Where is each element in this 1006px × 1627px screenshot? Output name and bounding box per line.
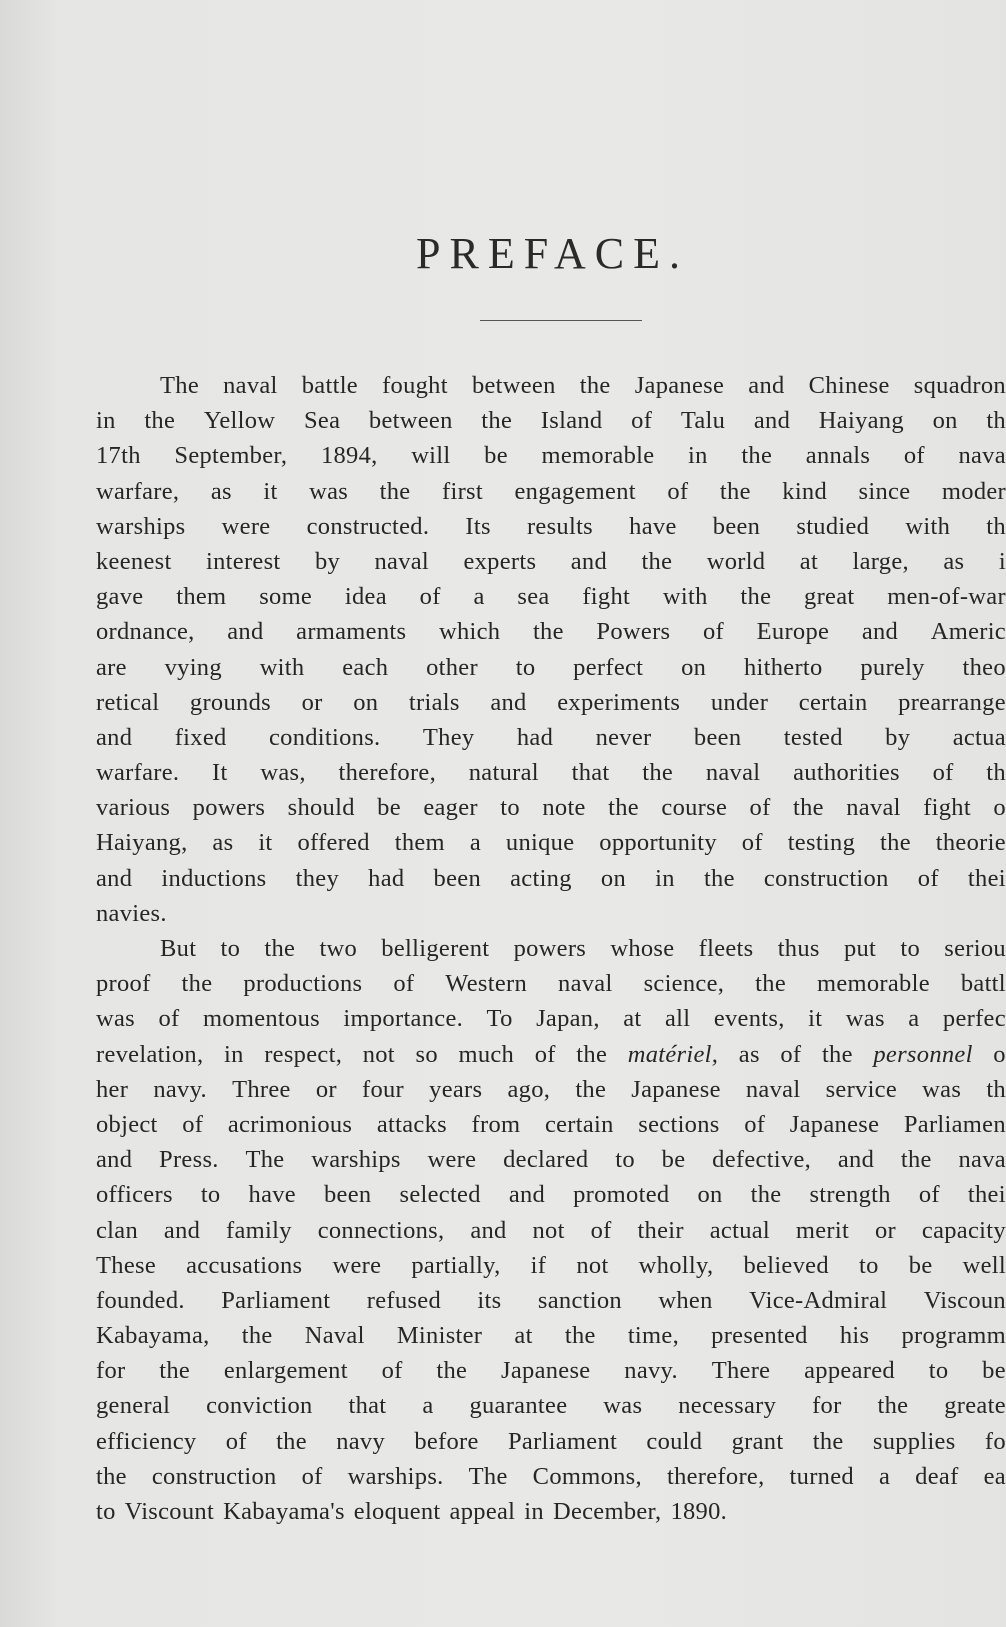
text-line: proof the productions of Western naval science, the memorable battl (96, 970, 1006, 998)
text-line: officers to have been selected and promoted on the strength of thei (96, 1181, 1006, 1209)
text-line: keenest interest by naval experts and the world at large, as i (96, 547, 1006, 575)
text-line: gave them some idea of a sea fight with the great men-of-war (96, 583, 1006, 611)
text-line: clan and family connections, and not of their actual merit or capacity (96, 1216, 1006, 1244)
text-line: warships were constructed. Its results have been studied with th (96, 512, 1006, 540)
text-line: revelation, in respect, not so much of the matériel, as of the personnel o (96, 1040, 1006, 1068)
text-line: various powers should be eager to note the course of the naval fight o (96, 794, 1006, 822)
text-line: and inductions they had been acting on in the construction of thei (96, 864, 1006, 892)
text-line: her navy. Three or four years ago, the Japanese naval service was th (96, 1075, 1006, 1103)
text-line: object of acrimonious attacks from certain sections of Japanese Parliamen (96, 1110, 1006, 1138)
text-line: was of momentous importance. To Japan, at all events, it was a perfec (96, 1005, 1006, 1033)
text-line: in the Yellow Sea between the Island of Talu and Haiyang on th (96, 407, 1006, 435)
text-line: But to the two belligerent powers whose fleets thus put to seriou (160, 935, 1006, 962)
text-line: efficiency of the navy before Parliament could grant the supplies fo (96, 1427, 1006, 1455)
text-line: are vying with each other to perfect on hitherto purely theo (96, 653, 1006, 681)
text-line: the construction of warships. The Commons, therefore, turned a deaf ea (96, 1462, 1006, 1490)
text-line: retical grounds or on trials and experiments under certain prearrange (96, 688, 1006, 716)
text-line: general conviction that a guarantee was necessary for the greate (96, 1392, 1006, 1420)
text-line: The naval battle fought between the Japanese and Chinese squadron (160, 372, 1006, 399)
text-line: warfare. It was, therefore, natural that the naval authorities of th (96, 759, 1006, 787)
title-divider (480, 320, 642, 321)
text-line: warfare, as it was the first engagement of the kind since moder (96, 477, 1006, 505)
text-line: founded. Parliament refused its sanction when Vice-Admiral Viscoun (96, 1286, 1006, 1314)
text-line: Haiyang, as it offered them a unique opportunity of testing the theorie (96, 829, 1006, 857)
text-line: and fixed conditions. They had never been tested by actua (96, 723, 1006, 751)
text-line: These accusations were partially, if not wholly, believed to be well (96, 1251, 1006, 1279)
text-line: to Viscount Kabayama's eloquent appeal in December, 1890. (96, 1498, 728, 1525)
text-line: for the enlargement of the Japanese navy. There appeared to be (96, 1357, 1006, 1385)
text-line: Kabayama, the Naval Minister at the time, presented his programm (96, 1322, 1006, 1350)
page-title: PREFACE. (416, 229, 689, 278)
text-line: navies. (96, 899, 167, 927)
text-line: ordnance, and armaments which the Powers of Europe and Americ (96, 618, 1006, 646)
body-text (96, 368, 1006, 1529)
text-line: 17th September, 1894, will be memorable in the annals of nava (96, 442, 1006, 470)
text-line: and Press. The warships were declared to be defective, and the nava (96, 1146, 1006, 1174)
